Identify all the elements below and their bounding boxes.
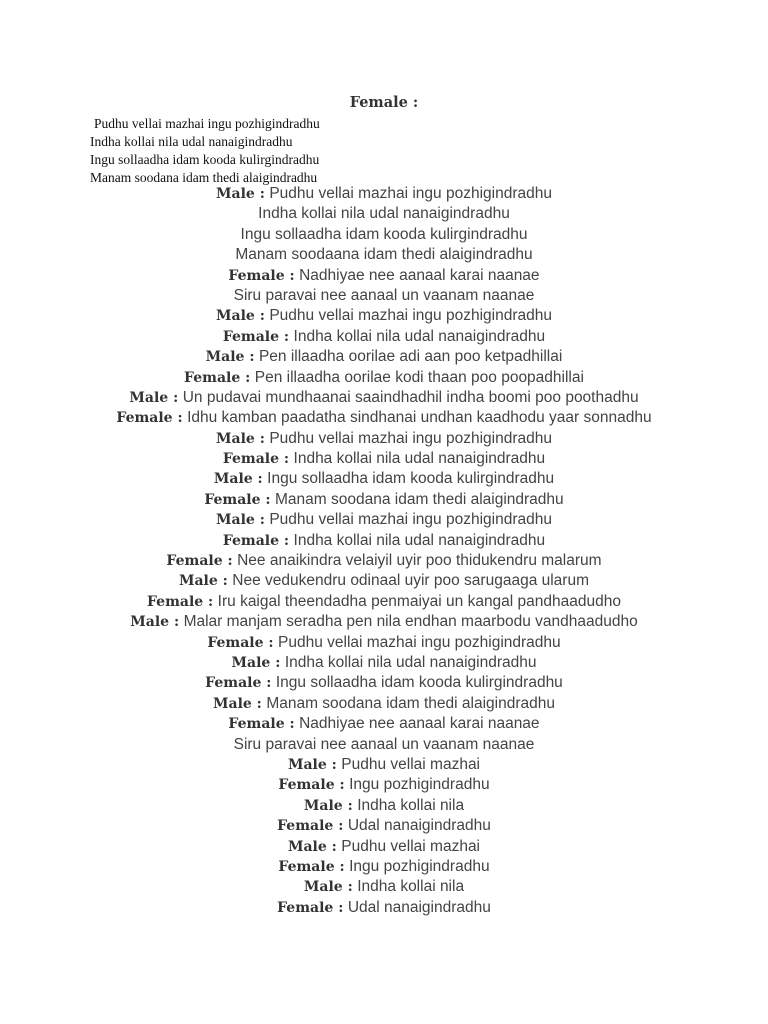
lyric-line xyxy=(0,266,768,286)
speaker-label: Female : xyxy=(277,818,344,835)
lyric-line xyxy=(0,225,768,245)
lyric-line xyxy=(0,612,768,632)
lyric-text: Nadhiyae nee aanaal karai naanae xyxy=(299,715,540,733)
lyric-text: Indha kollai nila udal nanaigindradhu xyxy=(284,653,537,671)
speaker-label: Female : xyxy=(278,777,345,794)
lyric-line xyxy=(0,347,768,367)
speaker-label: Female : xyxy=(116,410,183,427)
lyric-text: Indha kollai nila udal nanaigindradhu xyxy=(293,450,546,468)
lyrics-body xyxy=(0,184,768,918)
lyric-text: Manam soodaana idam thedi alaigindradhu xyxy=(235,246,533,264)
lyric-line xyxy=(0,469,768,489)
speaker-label: Female : xyxy=(277,899,344,916)
lyric-text: Udal nanaigindradhu xyxy=(347,898,491,916)
speaker-label: Male : xyxy=(130,614,180,631)
speaker-label: Female : xyxy=(207,634,274,651)
lyric-line xyxy=(0,796,768,816)
lyric-line xyxy=(0,245,768,265)
lyric-text: Pudhu vellai mazhai ingu pozhigindradhu xyxy=(278,633,561,651)
lyric-text: Iru kaigal theendadha penmaiyai un kangal pandhaadudho xyxy=(217,592,621,610)
lyric-text: Manam soodana idam thedi alaigindradhu xyxy=(266,694,555,712)
speaker-label: Male : xyxy=(205,349,255,366)
speaker-label: Male : xyxy=(216,186,265,202)
lyric-line xyxy=(0,510,768,530)
lyric-line xyxy=(0,775,768,795)
lyric-line xyxy=(0,368,768,388)
lyric-line xyxy=(0,694,768,714)
speaker-label: Female : xyxy=(146,593,214,610)
lyric-line xyxy=(0,755,768,775)
speaker-label: Female : xyxy=(204,491,271,508)
speaker-label: Female : xyxy=(222,451,290,468)
lyric-line xyxy=(0,571,768,591)
lyric-line xyxy=(0,633,768,653)
lyric-text: Pudhu vellai mazhai ingu pozhigindradhu xyxy=(269,307,552,325)
intro-line: Indha kollai nila udal nanaigindradhu xyxy=(90,134,293,149)
lyric-text: Manam soodana idam thedi alaigindradhu xyxy=(275,490,564,508)
lyric-text: Siru paravai nee aanaal un vaanam naanae xyxy=(233,735,535,753)
speaker-label: Male : xyxy=(303,879,353,896)
lyric-line xyxy=(0,531,768,551)
speaker-label: Female : xyxy=(222,328,290,345)
speaker-label: Male : xyxy=(216,512,265,529)
lyric-line xyxy=(0,877,768,897)
lyric-text: Indha kollai nila xyxy=(357,878,465,896)
speaker-label: Male : xyxy=(216,430,265,447)
lyric-line xyxy=(0,408,768,428)
lyric-text: Indha kollai nila udal nanaigindradhu xyxy=(293,327,546,345)
speaker-label: Male : xyxy=(303,797,353,814)
intro-line: Pudhu vellai mazhai ingu pozhigindradhu xyxy=(94,116,320,131)
lyric-line xyxy=(0,551,768,571)
speaker-label: Female : xyxy=(184,369,251,386)
speaker-label: Male : xyxy=(178,573,228,590)
intro-line: Manam soodana idam thedi alaigindradhu xyxy=(90,170,318,185)
speaker-label: Male : xyxy=(213,471,263,488)
lyric-text: Ingu sollaadha idam kooda kulirgindradhu xyxy=(275,674,563,692)
lyric-text: Nadhiyae nee aanaal karai naanae xyxy=(299,266,540,284)
lyric-text: Udal nanaigindradhu xyxy=(347,817,491,835)
speaker-label: Male : xyxy=(216,308,265,325)
lyric-text: Ingu sollaadha idam kooda kulirgindradhu xyxy=(240,225,528,243)
speaker-label: Female : xyxy=(278,858,345,875)
lyric-text: Pudhu vellai mazhai xyxy=(341,755,481,773)
lyric-line xyxy=(0,286,768,306)
lyric-line xyxy=(0,592,768,612)
lyric-text: Malar manjam seradha pen nila endhan maarbodu vandhaadudho xyxy=(183,613,638,631)
lyric-line xyxy=(0,204,768,224)
intro-stanza xyxy=(90,115,490,187)
lyric-text: Indha kollai nila xyxy=(357,796,465,814)
lyric-text: Indha kollai nila udal nanaigindradhu xyxy=(258,205,510,223)
lyric-text: Siru paravai nee aanaal un vaanam naanae xyxy=(233,286,535,304)
lyric-line xyxy=(0,388,768,408)
lyric-line xyxy=(0,653,768,673)
lyric-line xyxy=(0,898,768,918)
lyric-text: Nee vedukendru odinaal uyir poo sarugaaga ularum xyxy=(232,572,590,590)
lyric-line xyxy=(0,837,768,857)
lyric-text: Pudhu vellai mazhai ingu pozhigindradhu xyxy=(269,511,552,529)
speaker-label: Male : xyxy=(287,838,337,855)
speaker-label: Male : xyxy=(231,654,281,671)
lyric-line xyxy=(0,673,768,693)
intro-line: Ingu sollaadha idam kooda kulirgindradhu xyxy=(90,152,320,167)
speaker-label: Male : xyxy=(129,389,179,406)
lyric-text: Indha kollai nila udal nanaigindradhu xyxy=(293,531,546,549)
speaker-label: Female : xyxy=(228,716,295,733)
lyric-line xyxy=(0,816,768,836)
lyric-text: Ingu pozhigindradhu xyxy=(349,776,490,794)
lyric-text: Pudhu vellai mazhai ingu pozhigindradhu xyxy=(269,185,552,202)
speaker-label: Female : xyxy=(205,675,272,692)
lyric-line xyxy=(0,490,768,510)
intro-speaker-label: Female : xyxy=(349,94,419,111)
lyric-line xyxy=(0,184,768,204)
lyric-line xyxy=(0,449,768,469)
lyric-text: Ingu sollaadha idam kooda kulirgindradhu xyxy=(267,470,555,488)
lyric-line xyxy=(0,306,768,326)
lyric-text: Pudhu vellai mazhai ingu pozhigindradhu xyxy=(269,429,552,447)
speaker-label: Female : xyxy=(228,267,295,284)
lyric-text: Ingu pozhigindradhu xyxy=(349,857,490,875)
lyric-text: Pudhu vellai mazhai xyxy=(341,837,481,855)
lyric-text: Idhu kamban paadatha sindhanai undhan kaadhodu yaar sonnadhu xyxy=(187,409,652,427)
lyric-line xyxy=(0,714,768,734)
lyric-text: Pen illaadha oorilae adi aan poo ketpadhillai xyxy=(258,348,563,366)
speaker-label: Female : xyxy=(222,532,290,549)
speaker-label: Male : xyxy=(213,695,262,712)
lyric-line xyxy=(0,735,768,755)
lyric-line xyxy=(0,429,768,449)
lyric-line xyxy=(0,327,768,347)
lyric-text: Nee anaikindra velaiyil uyir poo thidukendru malarum xyxy=(237,552,602,570)
lyric-text: Un pudavai mundhaanai saaindhadhil indha boomi poo poothadhu xyxy=(182,388,639,406)
lyric-line xyxy=(0,857,768,877)
speaker-label: Female : xyxy=(166,553,233,570)
lyric-text: Pen illaadha oorilae kodi thaan poo poopadhillai xyxy=(254,368,584,386)
speaker-label: Male : xyxy=(287,756,337,773)
